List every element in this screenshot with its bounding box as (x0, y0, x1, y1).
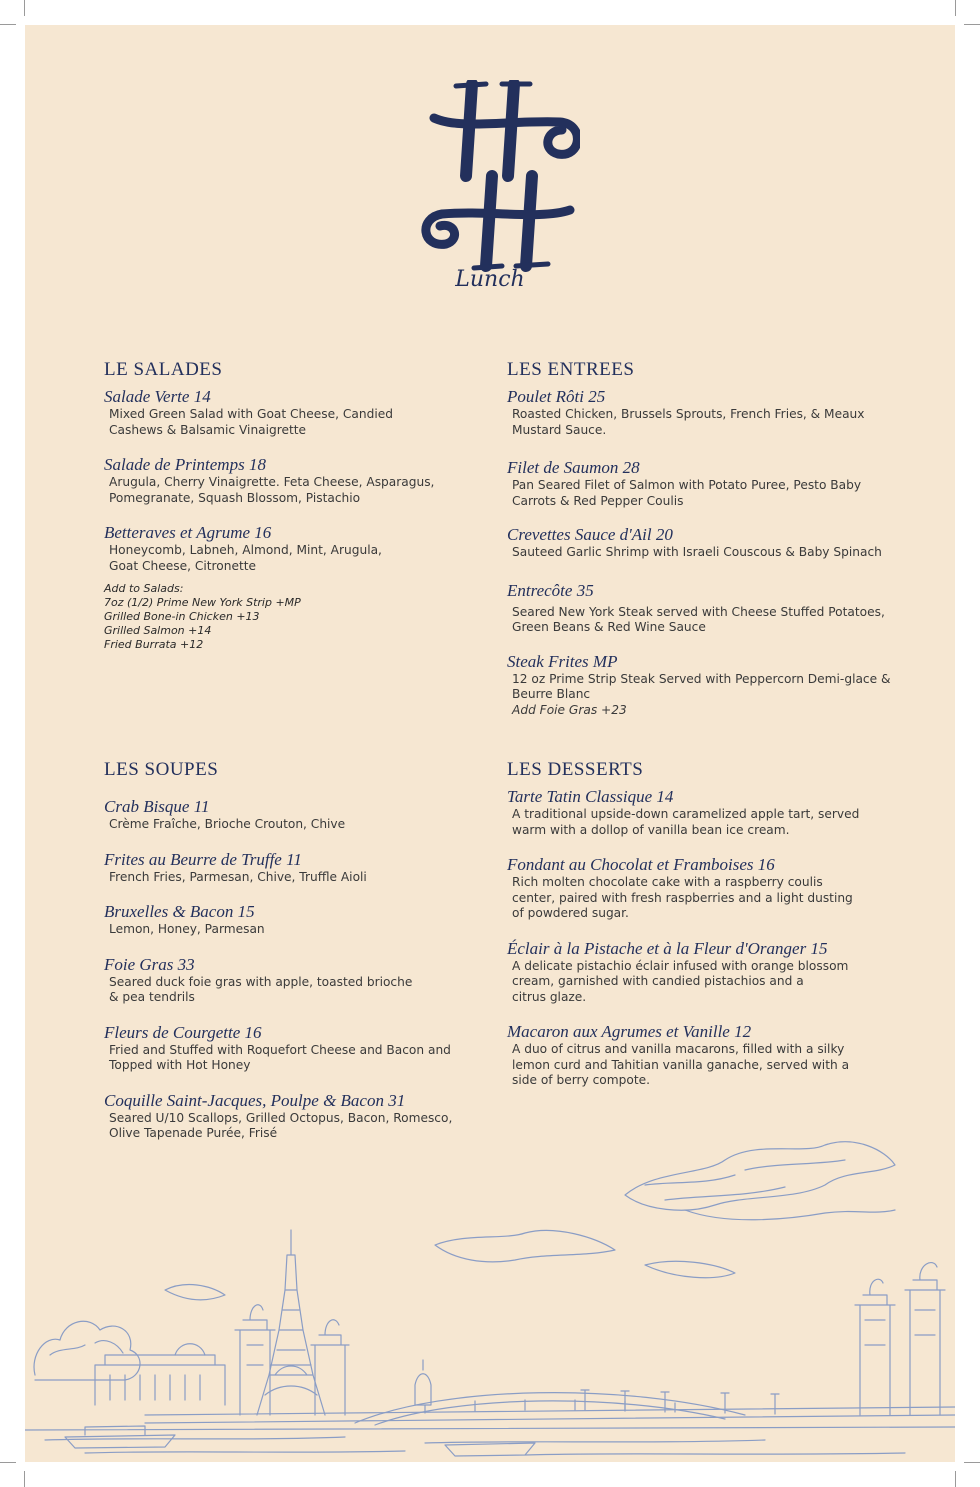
item-description: Arugula, Cherry Vinaigrette. Feta Cheese, Asparagus, Pomegranate, Squash Blossom, Pistachio (109, 475, 435, 505)
crop-mark (24, 1471, 25, 1487)
crop-mark (955, 0, 956, 16)
item-name: Crab Bisque 11 (104, 797, 210, 816)
paris-skyline-sketch (25, 1115, 955, 1462)
menu-item (507, 855, 907, 922)
item-description: Roasted Chicken, Brussels Sprouts, French Fries, & Meaux Mustard Sauce. (512, 407, 865, 437)
item-description: Fried and Stuffed with Roquefort Cheese and Bacon and Topped with Hot Honey (109, 1042, 451, 1072)
menu-item (104, 955, 464, 1006)
item-description: Seared duck foie gras with apple, toasted brioche & pea tendrils (109, 974, 413, 1004)
interlocked-h-monogram-icon (420, 80, 580, 280)
menu-sheet (25, 25, 955, 1462)
item-description: 12 oz Prime Strip Steak Served with Peppercorn Demi-glace & Beurre Blanc Add Foie Gras +23 (507, 672, 907, 719)
bridge-sketch (145, 1407, 955, 1415)
menu-item (104, 455, 464, 506)
menu-item (104, 902, 464, 938)
crop-mark (24, 0, 25, 16)
crop-mark (0, 24, 16, 25)
desserts-section (507, 759, 907, 1102)
pillar-sketch (855, 1279, 895, 1415)
cloud-sketch (435, 1230, 615, 1261)
menu-item (104, 1023, 464, 1074)
soups-section (104, 759, 464, 1155)
item-description: French Fries, Parmesan, Chive, Truffle Aioli (109, 869, 367, 884)
section-title: LES SOUPES (104, 759, 219, 780)
building-sketch (95, 1365, 225, 1405)
cloud-sketch (645, 1261, 735, 1277)
item-name: Entrecôte 35 (507, 580, 594, 600)
item-description: Pan Seared Filet of Salmon with Potato Puree, Pesto Baby Carrots & Red Pepper Coulis (512, 478, 862, 508)
item-addon: Add Foie Gras +23 (512, 702, 627, 717)
item-name: Filet de Saumon 28 (507, 458, 640, 477)
item-name: Tarte Tatin Classique 14 (507, 787, 674, 806)
tree-sketch (50, 1341, 123, 1355)
menu-item (104, 523, 464, 574)
item-description: A delicate pistachio éclair infused with orange blossom cream, garnished with candied pistachios and a citrus glaze. (512, 958, 849, 1004)
item-name: Foie Gras 33 (104, 954, 195, 974)
section-title: LE SALADES (104, 359, 223, 380)
river-sketch (25, 1427, 955, 1455)
salad-addons: Add to Salads: 7oz (1/2) Prime New York Strip +MP Grilled Bone-in Chicken +13 Grilled Salmon +14 Fried Burrata +12 (104, 582, 301, 651)
item-name: Betteraves et Agrume 16 (104, 523, 272, 542)
menu-subtitle: Lunch (455, 267, 525, 292)
tree-sketch (34, 1321, 140, 1380)
item-name: Fleurs de Courgette 16 (104, 1022, 262, 1042)
menu-item (507, 525, 907, 561)
crop-mark (964, 24, 980, 25)
item-name: Poulet Rôti 25 (507, 387, 606, 406)
item-description: Seared New York Steak served with Cheese Stuffed Potatoes, Green Beans & Red Wine Sauce (512, 604, 885, 634)
menu-item (507, 387, 907, 438)
cloud-sketch (645, 1160, 845, 1200)
item-name: Salade de Printemps 18 (104, 455, 266, 474)
menu-item (507, 1022, 907, 1089)
menu-item (507, 652, 907, 719)
crop-mark (0, 1462, 16, 1463)
salads-section (104, 359, 464, 652)
item-name: Salade Verte 14 (104, 387, 211, 406)
item-description: Honeycomb, Labneh, Almond, Mint, Arugula, Goat Cheese, Citronette (109, 543, 382, 573)
item-name: Steak Frites MP (507, 651, 618, 671)
item-name: Bruxelles & Bacon 15 (104, 902, 255, 921)
item-description: Lemon, Honey, Parmesan (109, 922, 265, 936)
item-description: A duo of citrus and vanilla macarons, filled with a silky lemon curd and Tahitian vanilla ganache, served with a side of berry compote. (512, 1042, 850, 1087)
item-description: Mixed Green Salad with Goat Cheese, Candied Cashews & Balsamic Vinaigrette (109, 407, 393, 437)
menu-item (507, 787, 907, 838)
item-description: Seared U/10 Scallops, Grilled Octopus, Bacon, Romesco, Olive Tapenade Purée, Frisé (109, 1110, 453, 1140)
building-sketch (415, 1360, 431, 1405)
item-description: Sauteed Garlic Shrimp with Israeli Couscous & Baby Spinach (512, 545, 882, 559)
section-title: LES DESSERTS (507, 759, 644, 780)
menu-item (507, 939, 907, 1006)
crop-mark (964, 1462, 980, 1463)
building-sketch (105, 1355, 215, 1365)
pillar-sketch (311, 1320, 349, 1415)
bridge-sketch (145, 1415, 955, 1423)
crop-mark (955, 1471, 956, 1487)
entrees-section (507, 359, 907, 731)
building-sketch (110, 1375, 200, 1400)
menu-item (507, 458, 907, 509)
building-sketch (175, 1344, 205, 1355)
menu-item (104, 797, 464, 833)
pillar-sketch (905, 1263, 945, 1415)
item-name: Éclair à la Pistache et à la Fleur d'Oranger 15 (507, 938, 828, 958)
menu-item (507, 581, 907, 636)
item-description: Crème Fraîche, Brioche Crouton, Chive (109, 817, 346, 831)
menu-item (104, 850, 464, 886)
pillar-sketch (235, 1305, 275, 1415)
boat-sketch (445, 1443, 535, 1456)
item-name: Fondant au Chocolat et Framboises 16 (507, 855, 775, 874)
item-name: Macaron aux Agrumes et Vanille 12 (507, 1022, 752, 1041)
item-description: Rich molten chocolate cake with a raspberry coulis center, paired with fresh raspberries and a light dusting of powdered sugar. (512, 875, 853, 920)
cloud-sketch (685, 1210, 895, 1220)
menu-item (104, 387, 464, 438)
section-title: LES ENTREES (507, 359, 635, 380)
item-description: A traditional upside-down caramelized apple tart, served warm with a dollop of vanilla bean ice cream. (512, 807, 860, 837)
item-name: Coquille Saint-Jacques, Poulpe & Bacon 31 (104, 1090, 406, 1110)
cloud-sketch (165, 1285, 225, 1300)
item-name: Frites au Beurre de Truffe 11 (104, 849, 302, 869)
item-name: Crevettes Sauce d'Ail 20 (507, 525, 673, 544)
